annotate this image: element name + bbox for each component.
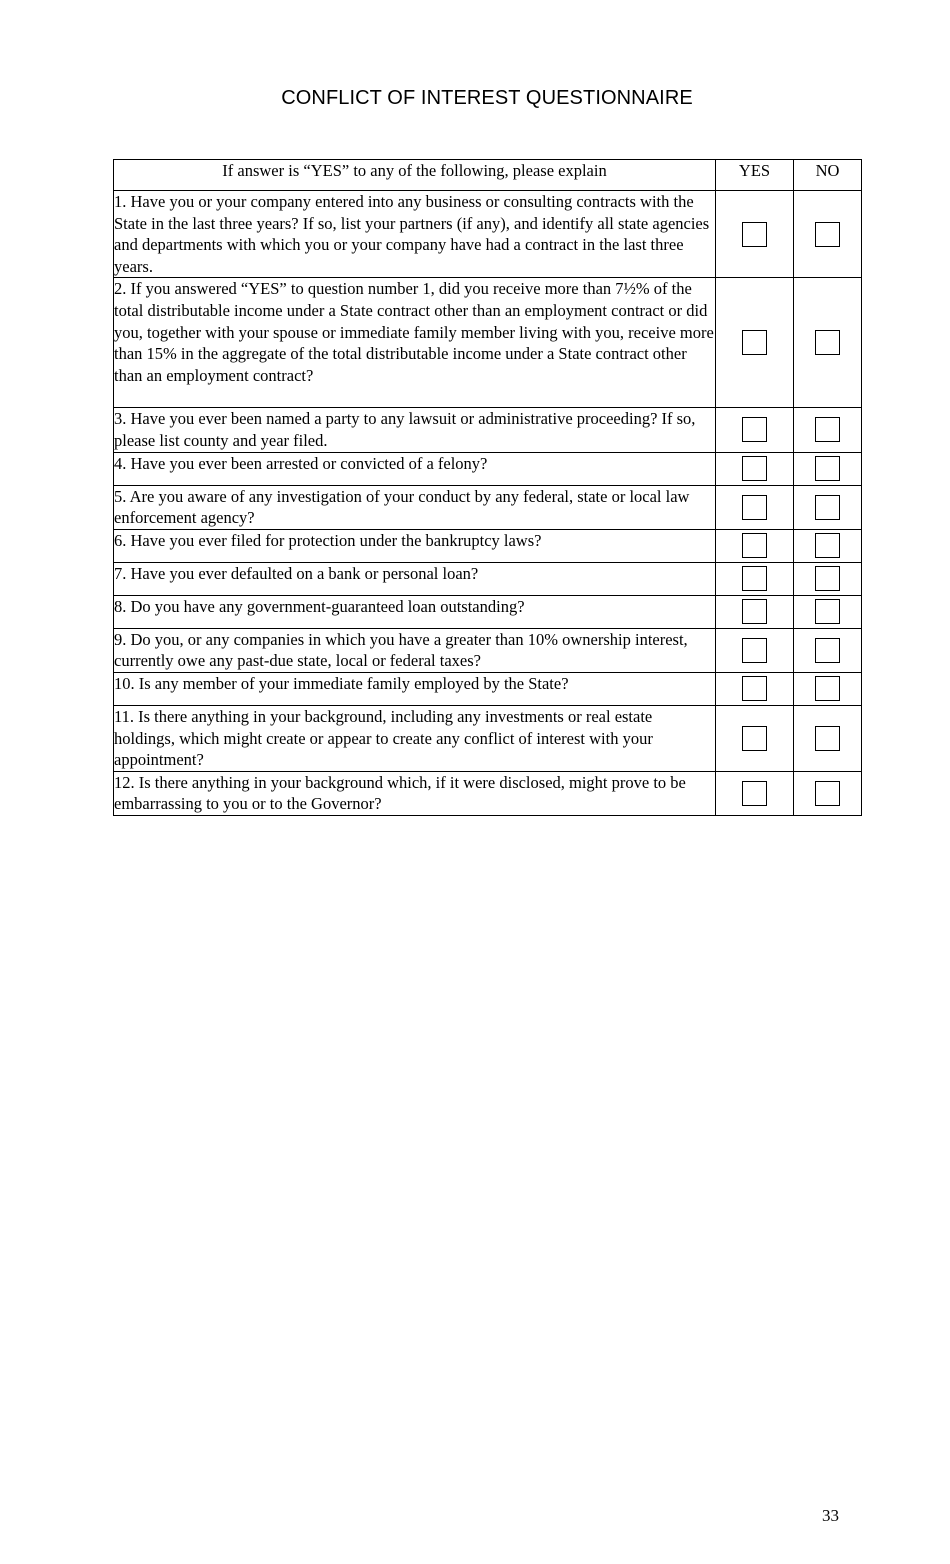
no-checkbox-q11[interactable] xyxy=(815,726,840,751)
yes-cell xyxy=(716,529,794,562)
question-column-header: If answer is “YES” to any of the following, please explain xyxy=(114,160,716,191)
no-cell xyxy=(794,562,862,595)
no-column-header: NO xyxy=(794,160,862,191)
yes-cell xyxy=(716,278,794,408)
question-row-5 xyxy=(114,485,862,529)
no-checkbox-q5[interactable] xyxy=(815,495,840,520)
yes-checkbox-q1[interactable] xyxy=(742,222,767,247)
yes-checkbox-q9[interactable] xyxy=(742,638,767,663)
no-checkbox-q12[interactable] xyxy=(815,781,840,806)
no-cell xyxy=(794,595,862,628)
yes-checkbox-q10[interactable] xyxy=(742,676,767,701)
yes-cell xyxy=(716,595,794,628)
question-text: 8. Do you have any government-guaranteed loan outstanding? xyxy=(114,595,716,628)
question-row-4 xyxy=(114,452,862,485)
no-cell xyxy=(794,408,862,452)
no-cell xyxy=(794,529,862,562)
yes-cell xyxy=(716,771,794,815)
question-text: 5. Are you aware of any investigation of your conduct by any federal, state or local law enforcement agency? xyxy=(114,485,716,529)
question-text: 4. Have you ever been arrested or convicted of a felony? xyxy=(114,452,716,485)
no-cell xyxy=(794,705,862,771)
yes-cell xyxy=(716,452,794,485)
no-cell xyxy=(794,191,862,278)
no-cell xyxy=(794,628,862,672)
no-checkbox-q1[interactable] xyxy=(815,222,840,247)
yes-cell xyxy=(716,485,794,529)
no-checkbox-q4[interactable] xyxy=(815,456,840,481)
no-checkbox-q10[interactable] xyxy=(815,676,840,701)
question-row-6 xyxy=(114,529,862,562)
no-checkbox-q9[interactable] xyxy=(815,638,840,663)
yes-cell xyxy=(716,191,794,278)
no-checkbox-q7[interactable] xyxy=(815,566,840,591)
question-text: 10. Is any member of your immediate family employed by the State? xyxy=(114,672,716,705)
yes-checkbox-q5[interactable] xyxy=(742,495,767,520)
question-row-8 xyxy=(114,595,862,628)
question-text: 1. Have you or your company entered into any business or consulting contracts with the State in the last three years? If so, list your partners (if any), and identify all state agencies and departments with which you or your company have had a contract in the last three years. xyxy=(114,191,716,278)
no-cell xyxy=(794,278,862,408)
no-cell xyxy=(794,672,862,705)
question-row-10 xyxy=(114,672,862,705)
no-cell xyxy=(794,485,862,529)
yes-cell xyxy=(716,562,794,595)
yes-checkbox-q4[interactable] xyxy=(742,456,767,481)
yes-checkbox-q7[interactable] xyxy=(742,566,767,591)
question-row-9 xyxy=(114,628,862,672)
question-text: 6. Have you ever filed for protection under the bankruptcy laws? xyxy=(114,529,716,562)
yes-column-header: YES xyxy=(716,160,794,191)
question-text: 9. Do you, or any companies in which you have a greater than 10% ownership interest, currently owe any past-due state, local or federal taxes? xyxy=(114,628,716,672)
yes-checkbox-q8[interactable] xyxy=(742,599,767,624)
question-row-1 xyxy=(114,191,862,278)
question-text: 2. If you answered “YES” to question number 1, did you receive more than 7½% of the total distributable income under a State contract other than an employment contract or did you, together with your spouse or immediate family member living with you, receive more than 15% in the aggregate of the total distributable income under a State contract other than an employment contract? xyxy=(114,278,716,408)
no-checkbox-q3[interactable] xyxy=(815,417,840,442)
question-text: 7. Have you ever defaulted on a bank or personal loan? xyxy=(114,562,716,595)
questionnaire-table xyxy=(113,159,862,816)
yes-checkbox-q12[interactable] xyxy=(742,781,767,806)
question-text: 12. Is there anything in your background which, if it were disclosed, might prove to be embarrassing to you or to the Governor? xyxy=(114,771,716,815)
question-row-7 xyxy=(114,562,862,595)
no-checkbox-q8[interactable] xyxy=(815,599,840,624)
no-checkbox-q6[interactable] xyxy=(815,533,840,558)
question-row-2 xyxy=(114,278,862,408)
table-header-row xyxy=(114,160,862,191)
yes-checkbox-q6[interactable] xyxy=(742,533,767,558)
yes-checkbox-q3[interactable] xyxy=(742,417,767,442)
yes-cell xyxy=(716,705,794,771)
yes-cell xyxy=(716,408,794,452)
yes-cell xyxy=(716,672,794,705)
question-row-11 xyxy=(114,705,862,771)
question-row-3 xyxy=(114,408,862,452)
no-cell xyxy=(794,771,862,815)
page-number: 33 xyxy=(822,1506,839,1525)
yes-cell xyxy=(716,628,794,672)
yes-checkbox-q2[interactable] xyxy=(742,330,767,355)
no-checkbox-q2[interactable] xyxy=(815,330,840,355)
question-text: 11. Is there anything in your background, including any investments or real estate holdings, which might create or appear to create any conflict of interest with your appointment? xyxy=(114,705,716,771)
page-title: CONFLICT OF INTEREST QUESTIONNAIRE xyxy=(281,87,693,109)
no-cell xyxy=(794,452,862,485)
question-row-12 xyxy=(114,771,862,815)
yes-checkbox-q11[interactable] xyxy=(742,726,767,751)
question-text: 3. Have you ever been named a party to any lawsuit or administrative proceeding? If so, please list county and year filed. xyxy=(114,408,716,452)
